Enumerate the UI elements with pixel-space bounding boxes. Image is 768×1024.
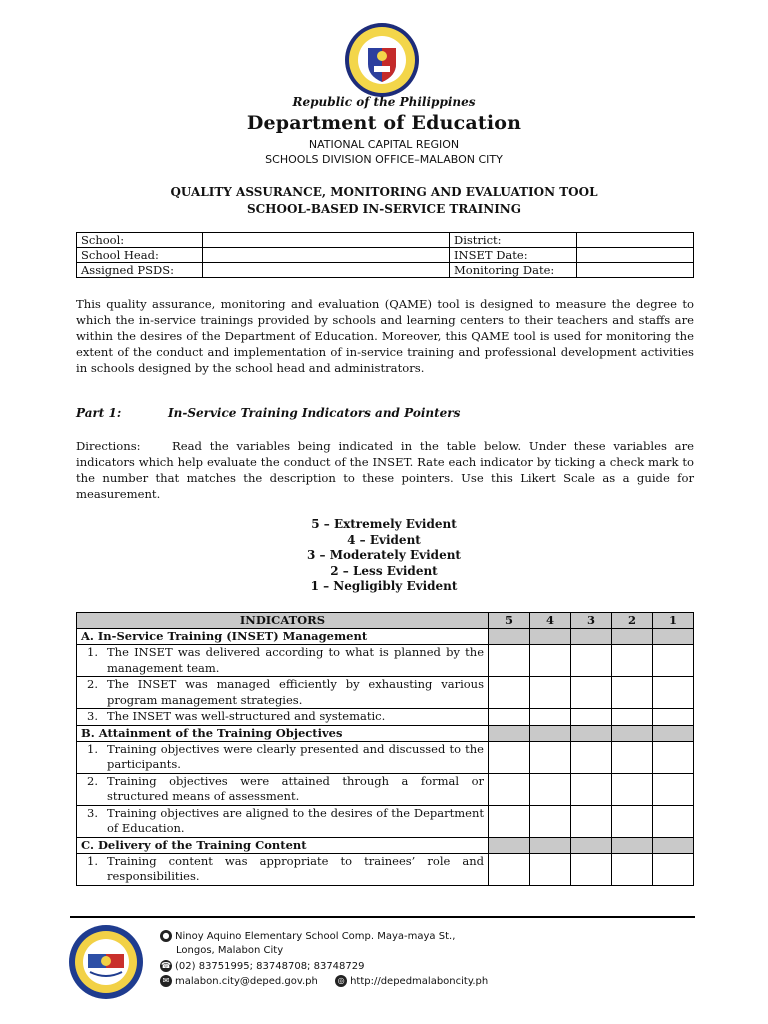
scale-item: 3 – Moderately Evident [307, 548, 461, 563]
rating-header-1: 1 [653, 613, 694, 629]
rating-cell-3[interactable] [571, 741, 612, 773]
footer-contact [160, 975, 488, 987]
section-shade-cell [530, 725, 571, 741]
section-shade-cell [612, 837, 653, 853]
part-heading [76, 406, 460, 420]
directions-paragraph [76, 438, 694, 502]
rating-cell-5[interactable] [489, 773, 530, 805]
section-shade-cell [530, 837, 571, 853]
scale-item: 4 – Evident [347, 532, 421, 547]
assigned-psds-label: Assigned PSDS: [77, 263, 203, 278]
section-title-a: A. In-Service Training (INSET) Management [77, 629, 489, 645]
school-head-field[interactable] [203, 248, 450, 263]
rating-cell-3[interactable] [571, 645, 612, 677]
intro-paragraph: This quality assurance, monitoring and evaluation (QAME) tool is designed to measure the degree to which the in-service trainings provided by schools and learning centers to their teachers and staffs are within the desires of the Department of Education. Moreover, this QAME tool is used for monitoring the extent of the conduct and implementation of in-service training and professional development activities in schools designed by the school head and administrators. [76, 297, 694, 375]
section-shade-cell [489, 629, 530, 645]
inset-date-field[interactable] [577, 248, 694, 263]
section-shade-cell [571, 725, 612, 741]
indicator-row [77, 677, 694, 709]
section-shade-cell [653, 837, 694, 853]
rating-cell-4[interactable] [530, 805, 571, 837]
rating-cell-4[interactable] [530, 853, 571, 885]
rating-cell-2[interactable] [612, 677, 653, 709]
section-shade-cell [653, 629, 694, 645]
phone-numbers: (02) 83751995; 83748708; 83748729 [175, 961, 365, 972]
rating-cell-3[interactable] [571, 773, 612, 805]
section-shade-cell [489, 725, 530, 741]
rating-cell-3[interactable] [571, 805, 612, 837]
rating-cell-5[interactable] [489, 677, 530, 709]
section-title-c: C. Delivery of the Training Content [77, 837, 489, 853]
email-link[interactable]: malabon.city@deped.gov.ph [175, 976, 318, 987]
indicator-row [77, 853, 694, 885]
indicator-row [77, 741, 694, 773]
section-shade-cell [612, 725, 653, 741]
footer-phone [160, 960, 365, 972]
inset-date-label: INSET Date: [450, 248, 577, 263]
rating-cell-5[interactable] [489, 853, 530, 885]
monitoring-date-label: Monitoring Date: [450, 263, 577, 278]
indicator-text [77, 645, 489, 677]
indicator-description: Training objectives were clearly presented and discussed to the participants. [107, 741, 484, 771]
rating-cell-1[interactable] [653, 853, 694, 885]
district-field[interactable] [577, 233, 694, 248]
district-label: District: [450, 233, 577, 248]
indicator-row [77, 773, 694, 805]
rating-cell-4[interactable] [530, 741, 571, 773]
school-label: School: [77, 233, 203, 248]
document-title: QUALITY ASSURANCE, MONITORING AND EVALUATION TOOL [170, 185, 598, 199]
indicators-header: INDICATORS [77, 613, 489, 629]
scale-item: 1 – Negligibly Evident [310, 579, 458, 594]
indicator-description: The INSET was well-structured and systematic. [107, 709, 386, 723]
location-icon: ● [160, 930, 172, 942]
indicator-number: 3. [87, 805, 98, 820]
part-title: In-Service Training Indicators and Pointers [168, 406, 461, 420]
directions-text: Read the variables being indicated in the table below. Under these variables are indicators which help evaluate the conduct of the INSET. Rate each indicator by ticking a check mark to the number that matches the description to these pointers. Use this Likert Scale as a guide for measurement. [76, 439, 694, 501]
part-label: Part 1: [76, 406, 122, 420]
indicator-text [77, 853, 489, 885]
section-shade-cell [653, 725, 694, 741]
rating-cell-2[interactable] [612, 853, 653, 885]
footer-divider [70, 916, 695, 918]
region-heading: NATIONAL CAPITAL REGION [308, 138, 460, 151]
indicator-row [77, 645, 694, 677]
indicator-text [77, 709, 489, 726]
indicator-number: 2. [87, 773, 98, 788]
department-heading: Department of Education [246, 112, 522, 134]
rating-cell-1[interactable] [653, 741, 694, 773]
rating-cell-1[interactable] [653, 805, 694, 837]
indicator-text [77, 805, 489, 837]
rating-cell-2[interactable] [612, 773, 653, 805]
rating-cell-1[interactable] [653, 645, 694, 677]
rating-cell-5[interactable] [489, 805, 530, 837]
directions-label: Directions: [76, 439, 141, 453]
rating-cell-2[interactable] [612, 741, 653, 773]
document-subtitle: SCHOOL-BASED IN-SERVICE TRAINING [246, 202, 522, 216]
scale-item: 5 – Extremely Evident [311, 517, 457, 531]
rating-cell-4[interactable] [530, 773, 571, 805]
address-line-1: Ninoy Aquino Elementary School Comp. Maya-maya St., [175, 931, 456, 942]
website-link[interactable]: http://depedmalaboncity.ph [350, 976, 489, 987]
section-row [77, 725, 694, 741]
indicator-text [77, 677, 489, 709]
email-icon: ✉ [160, 975, 172, 987]
indicator-description: Training objectives are aligned to the desires of the Department of Education. [107, 805, 484, 835]
school-info-table [76, 232, 694, 278]
rating-cell-4[interactable] [530, 709, 571, 726]
section-shade-cell [612, 629, 653, 645]
indicator-text [77, 773, 489, 805]
rating-cell-1[interactable] [653, 677, 694, 709]
deped-seal-icon [344, 22, 420, 98]
indicators-table [76, 612, 694, 886]
indicator-description: The INSET was managed efficiently by exhausting various program management strategies. [107, 677, 484, 707]
rating-header-2: 2 [612, 613, 653, 629]
indicator-description: The INSET was delivered according to what is planned by the management team. [107, 645, 484, 675]
rating-header-3: 3 [571, 613, 612, 629]
rating-cell-3[interactable] [571, 853, 612, 885]
rating-cell-2[interactable] [612, 645, 653, 677]
rating-cell-1[interactable] [653, 773, 694, 805]
section-shade-cell [530, 629, 571, 645]
indicator-row [77, 805, 694, 837]
section-shade-cell [571, 837, 612, 853]
rating-cell-4[interactable] [530, 645, 571, 677]
globe-icon: ◎ [335, 975, 347, 987]
rating-cell-4[interactable] [530, 677, 571, 709]
section-row [77, 837, 694, 853]
rating-cell-3[interactable] [571, 677, 612, 709]
section-shade-cell [489, 837, 530, 853]
rating-cell-2[interactable] [612, 805, 653, 837]
indicator-description: Training content was appropriate to trainees’ role and responsibilities. [107, 853, 484, 883]
indicator-number: 3. [87, 709, 98, 723]
likert-scale [0, 517, 768, 595]
indicator-text [77, 741, 489, 773]
division-heading: SCHOOLS DIVISION OFFICE–MALABON CITY [265, 153, 503, 166]
scale-item: 2 – Less Evident [330, 563, 438, 578]
indicator-number: 2. [87, 677, 98, 691]
indicator-description: Training objectives were attained through a formal or structured means of assessment. [107, 773, 484, 803]
rating-cell-5[interactable] [489, 741, 530, 773]
rating-cell-5[interactable] [489, 645, 530, 677]
rating-header-4: 4 [530, 613, 571, 629]
sdo-malabon-logo-icon [68, 924, 144, 1000]
section-shade-cell [571, 629, 612, 645]
section-row [77, 629, 694, 645]
indicator-number: 1. [87, 853, 98, 868]
phone-icon: ☎ [161, 961, 171, 970]
school-field[interactable] [203, 233, 450, 248]
indicator-row [77, 709, 694, 726]
indicator-number: 1. [87, 741, 98, 756]
republic-heading: Republic of the Philippines [292, 95, 476, 109]
footer-address [160, 930, 455, 942]
rating-cell-3[interactable] [571, 709, 612, 726]
rating-cell-1[interactable] [653, 709, 694, 726]
assigned-psds-field[interactable] [203, 263, 450, 278]
rating-cell-5[interactable] [489, 709, 530, 726]
rating-header-5: 5 [489, 613, 530, 629]
section-title-b: B. Attainment of the Training Objectives [77, 725, 489, 741]
school-head-label: School Head: [77, 248, 203, 263]
rating-cell-2[interactable] [612, 709, 653, 726]
monitoring-date-field[interactable] [577, 263, 694, 278]
indicators-header-row [77, 613, 694, 629]
address-line-2: Longos, Malabon City [176, 945, 284, 956]
indicator-number: 1. [87, 645, 98, 659]
